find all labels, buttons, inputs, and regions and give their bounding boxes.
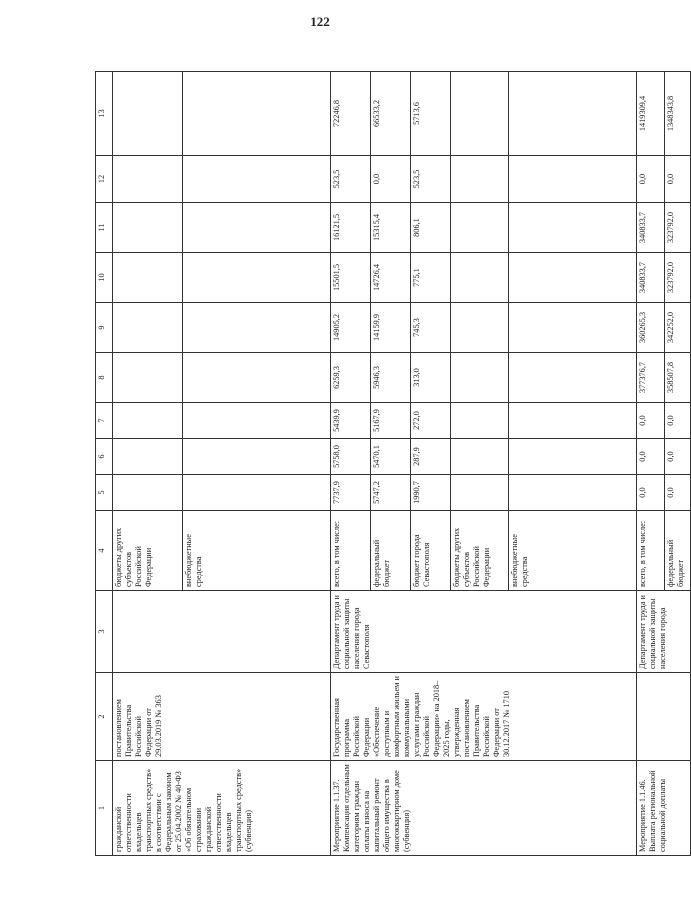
rotated-table-page bbox=[95, 72, 685, 856]
value-cell: 745,3 bbox=[411, 303, 451, 353]
value-cell: 16121,5 bbox=[331, 203, 371, 253]
empty-cell bbox=[113, 72, 183, 156]
empty-cell bbox=[113, 253, 183, 303]
measure-name-cell: Мероприятие 1.1.37. Компенсация отдельным категориям граждан оплаты взноса на капитальный ремонт общего имущества в многоквартирном доме (субвенция) bbox=[331, 761, 637, 856]
value-cell: 775,1 bbox=[411, 253, 451, 303]
empty-cell bbox=[451, 203, 509, 253]
value-cell: 287,9 bbox=[411, 439, 451, 475]
program-cell bbox=[637, 673, 691, 761]
empty-cell bbox=[183, 303, 331, 353]
empty-cell bbox=[183, 475, 331, 511]
value-cell: 313,0 bbox=[411, 353, 451, 403]
total-cell: 66533,2 bbox=[371, 72, 411, 156]
empty-cell bbox=[113, 353, 183, 403]
table-row bbox=[637, 72, 665, 856]
header-cell: 6 bbox=[96, 439, 113, 475]
value-cell: 360265,3 bbox=[637, 303, 665, 353]
value-cell: 0,0 bbox=[371, 156, 411, 203]
empty-cell bbox=[183, 353, 331, 403]
empty-cell bbox=[509, 72, 637, 156]
empty-cell bbox=[183, 72, 331, 156]
budget-table bbox=[95, 71, 691, 856]
value-cell: 342252,0 bbox=[665, 303, 691, 353]
empty-cell bbox=[451, 303, 509, 353]
header-row bbox=[96, 72, 113, 856]
value-cell: 5946,3 bbox=[371, 353, 411, 403]
value-cell: 5758,0 bbox=[331, 439, 371, 475]
value-cell: 323792,0 bbox=[665, 253, 691, 303]
value-cell: 523,5 bbox=[331, 156, 371, 203]
value-cell: 14159,9 bbox=[371, 303, 411, 353]
empty-cell bbox=[509, 303, 637, 353]
empty-cell bbox=[451, 475, 509, 511]
funding-source-cell: федеральный бюджет bbox=[665, 511, 691, 591]
value-cell: 7737,9 bbox=[331, 475, 371, 511]
value-cell: 15315,4 bbox=[371, 203, 411, 253]
value-cell: 272,0 bbox=[411, 403, 451, 439]
funding-source-cell: бюджет города Севастополя bbox=[411, 511, 451, 591]
value-cell: 14726,4 bbox=[371, 253, 411, 303]
header-cell: 5 bbox=[96, 475, 113, 511]
empty-cell bbox=[183, 203, 331, 253]
total-cell: 72246,8 bbox=[331, 72, 371, 156]
empty-cell bbox=[113, 156, 183, 203]
measure-name-cell: гражданской ответственности владельцев транспортных средств» в соответствии с Федеральным законом от 25.04.2002 № 40-ФЗ «Об обязательном страховании гражданской ответственности владельцев транспортных средств» (субвенция) bbox=[113, 761, 331, 856]
value-cell: 523,5 bbox=[411, 156, 451, 203]
value-cell: 5439,9 bbox=[331, 403, 371, 439]
funding-source-cell: бюджеты других субъектов Российской Федерации bbox=[451, 511, 509, 591]
header-cell: 1 bbox=[96, 761, 113, 856]
empty-cell bbox=[451, 253, 509, 303]
program-cell: постановлением Правительства Российской Федерации от 29.03.2019 № 363 bbox=[113, 673, 331, 761]
empty-cell bbox=[183, 403, 331, 439]
empty-cell bbox=[451, 72, 509, 156]
header-cell: 4 bbox=[96, 511, 113, 591]
value-cell: 5747,2 bbox=[371, 475, 411, 511]
empty-cell bbox=[113, 475, 183, 511]
value-cell: 377376,7 bbox=[637, 353, 665, 403]
empty-cell bbox=[509, 203, 637, 253]
value-cell: 15501,5 bbox=[331, 253, 371, 303]
value-cell: 0,0 bbox=[637, 403, 665, 439]
empty-cell bbox=[183, 156, 331, 203]
empty-cell bbox=[509, 156, 637, 203]
value-cell: 6259,3 bbox=[331, 353, 371, 403]
header-cell: 9 bbox=[96, 303, 113, 353]
empty-cell bbox=[113, 303, 183, 353]
empty-cell bbox=[509, 403, 637, 439]
empty-cell bbox=[113, 203, 183, 253]
executor-cell: Департамент труда и социальной защиты населения города Севастополя bbox=[331, 591, 637, 673]
funding-source-cell: внебюджетные средства bbox=[183, 511, 331, 591]
empty-cell bbox=[113, 439, 183, 475]
program-cell: Государственная программа Российской Федерации «Обеспечение доступным и комфортным жильем и коммунальными услугами граждан Российской Федерации» на 2018–2025 годы, утвержденная постановлением Правительства Российской Федерации от 30.12.2017 № 1710 bbox=[331, 673, 637, 761]
value-cell: 340833,7 bbox=[637, 203, 665, 253]
empty-cell bbox=[451, 353, 509, 403]
value-cell: 323792,0 bbox=[665, 203, 691, 253]
value-cell: 5470,1 bbox=[371, 439, 411, 475]
executor-cell: Департамент труда и социальной защиты населения города bbox=[637, 591, 691, 673]
empty-cell bbox=[509, 439, 637, 475]
empty-cell bbox=[183, 439, 331, 475]
funding-source-cell: бюджеты других субъектов Российской Федерации bbox=[113, 511, 183, 591]
value-cell: 5167,9 bbox=[371, 403, 411, 439]
value-cell: 1990,7 bbox=[411, 475, 451, 511]
empty-cell bbox=[183, 253, 331, 303]
header-cell: 11 bbox=[96, 203, 113, 253]
value-cell: 358507,8 bbox=[665, 353, 691, 403]
header-cell: 7 bbox=[96, 403, 113, 439]
funding-source-cell: федеральный бюджет bbox=[371, 511, 411, 591]
header-cell: 12 bbox=[96, 156, 113, 203]
empty-cell bbox=[451, 403, 509, 439]
empty-cell bbox=[451, 439, 509, 475]
total-cell: 1348343,8 bbox=[665, 72, 691, 156]
value-cell: 0,0 bbox=[665, 475, 691, 511]
value-cell: 0,0 bbox=[637, 439, 665, 475]
empty-cell bbox=[113, 403, 183, 439]
value-cell: 0,0 bbox=[637, 475, 665, 511]
funding-source-cell: всего, в том числе: bbox=[331, 511, 371, 591]
header-cell: 10 bbox=[96, 253, 113, 303]
funding-source-cell: внебюджетные средства bbox=[509, 511, 637, 591]
total-cell: 5713,6 bbox=[411, 72, 451, 156]
header-cell: 8 bbox=[96, 353, 113, 403]
measure-name-cell: Мероприятие 1.1.46. Выплата региональной социальной доплаты bbox=[637, 761, 691, 856]
value-cell: 14905,2 bbox=[331, 303, 371, 353]
header-cell: 3 bbox=[96, 591, 113, 673]
empty-cell bbox=[451, 156, 509, 203]
value-cell: 340833,7 bbox=[637, 253, 665, 303]
empty-cell bbox=[509, 253, 637, 303]
empty-cell bbox=[509, 475, 637, 511]
funding-source-cell: всего, в том числе: bbox=[637, 511, 665, 591]
value-cell: 0,0 bbox=[665, 403, 691, 439]
page-number: 122 bbox=[310, 14, 330, 29]
empty-cell bbox=[509, 353, 637, 403]
header-cell: 2 bbox=[96, 673, 113, 761]
value-cell: 806,1 bbox=[411, 203, 451, 253]
value-cell: 0,0 bbox=[637, 156, 665, 203]
header-cell: 13 bbox=[96, 72, 113, 156]
table-row bbox=[331, 72, 371, 856]
total-cell: 1419309,4 bbox=[637, 72, 665, 156]
executor-cell bbox=[113, 591, 331, 673]
value-cell: 0,0 bbox=[665, 156, 691, 203]
table-row bbox=[113, 72, 183, 856]
value-cell: 0,0 bbox=[665, 439, 691, 475]
